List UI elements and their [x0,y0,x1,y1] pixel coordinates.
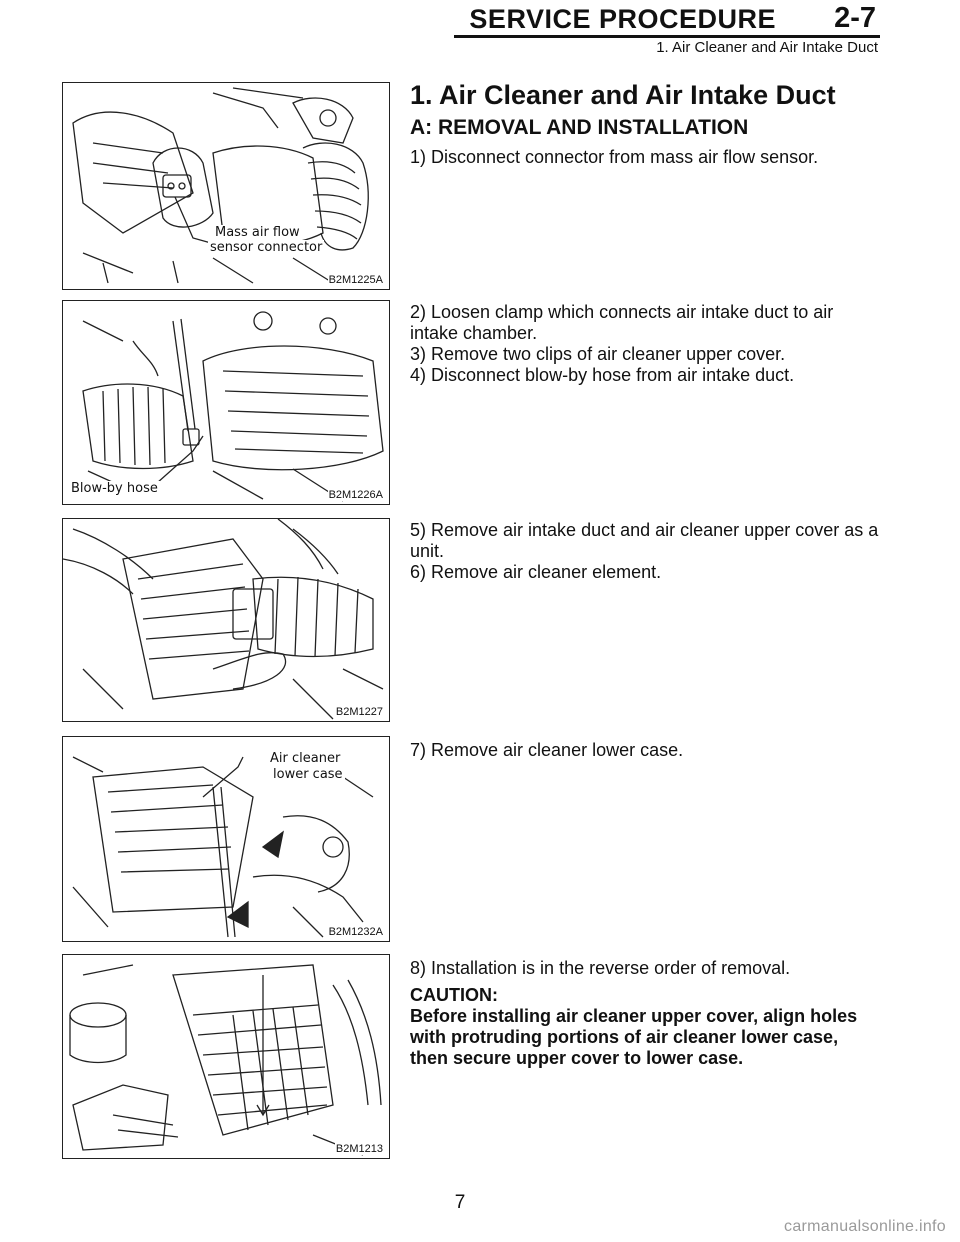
page-subheading: A: REMOVAL AND INSTALLATION [410,116,749,139]
callout-air-cleaner: Air cleaner [270,751,341,766]
figure-blow-by-hose [62,300,390,505]
step-text: 1) Disconnect connector from mass air flow sensor. [410,147,819,167]
figure-installation [62,954,390,1159]
figure-code: B2M1226A [328,489,383,501]
step-text: 2) Loosen clamp which connects air intake duct to air intake chamber. [410,302,834,343]
figure-code: B2M1232A [328,926,383,938]
step-text: 4) Disconnect blow-by hose from air intake duct. [410,365,795,385]
step-block-2 [410,302,880,386]
engine-illustration-1 [63,83,389,289]
step-block-4 [410,740,880,761]
section-subtitle: 1. Air Cleaner and Air Intake Duct [656,39,878,56]
callout-blow-by-hose: Blow-by hose [71,481,158,496]
section-number: 2-7 [834,2,876,34]
figure-code: B2M1225A [328,274,383,286]
figure-mass-air-flow-sensor [62,82,390,290]
step-block-3 [410,520,880,583]
callout-mass-air-flow: Mass air flow [215,225,300,240]
callout-lower-case: lower case [273,767,343,782]
step-text: 3) Remove two clips of air cleaner upper cover. [410,344,786,364]
step-block-1 [410,147,880,168]
step-block-5 [410,958,880,1069]
figure-air-cleaner-lower-case [62,736,390,942]
step-text: 6) Remove air cleaner element. [410,562,662,582]
figure-remove-duct [62,518,390,722]
figure-code: B2M1227 [335,706,383,718]
engine-illustration-5 [63,955,389,1158]
engine-illustration-2 [63,301,389,504]
watermark: carmanualsonline.info [784,1218,946,1235]
figure-code: B2M1213 [335,1143,383,1155]
page-heading: 1. Air Cleaner and Air Intake Duct [410,80,836,110]
header-rule [454,35,880,38]
section-title: SERVICE PROCEDURE [469,4,776,34]
step-text: 5) Remove air intake duct and air cleaner upper cover as a unit. [410,520,879,561]
step-text: 8) Installation is in the reverse order of removal. [410,958,791,978]
step-text: 7) Remove air cleaner lower case. [410,740,684,760]
engine-illustration-3 [63,519,389,721]
page-number: 7 [454,1192,466,1213]
caution-label: CAUTION: [410,985,498,1005]
caution-text: Before installing air cleaner upper cover, align holes with protruding portions of air cleaner lower case, then secure upper cover to lower case. [410,1006,858,1068]
callout-sensor-connector: sensor connector [210,240,323,255]
